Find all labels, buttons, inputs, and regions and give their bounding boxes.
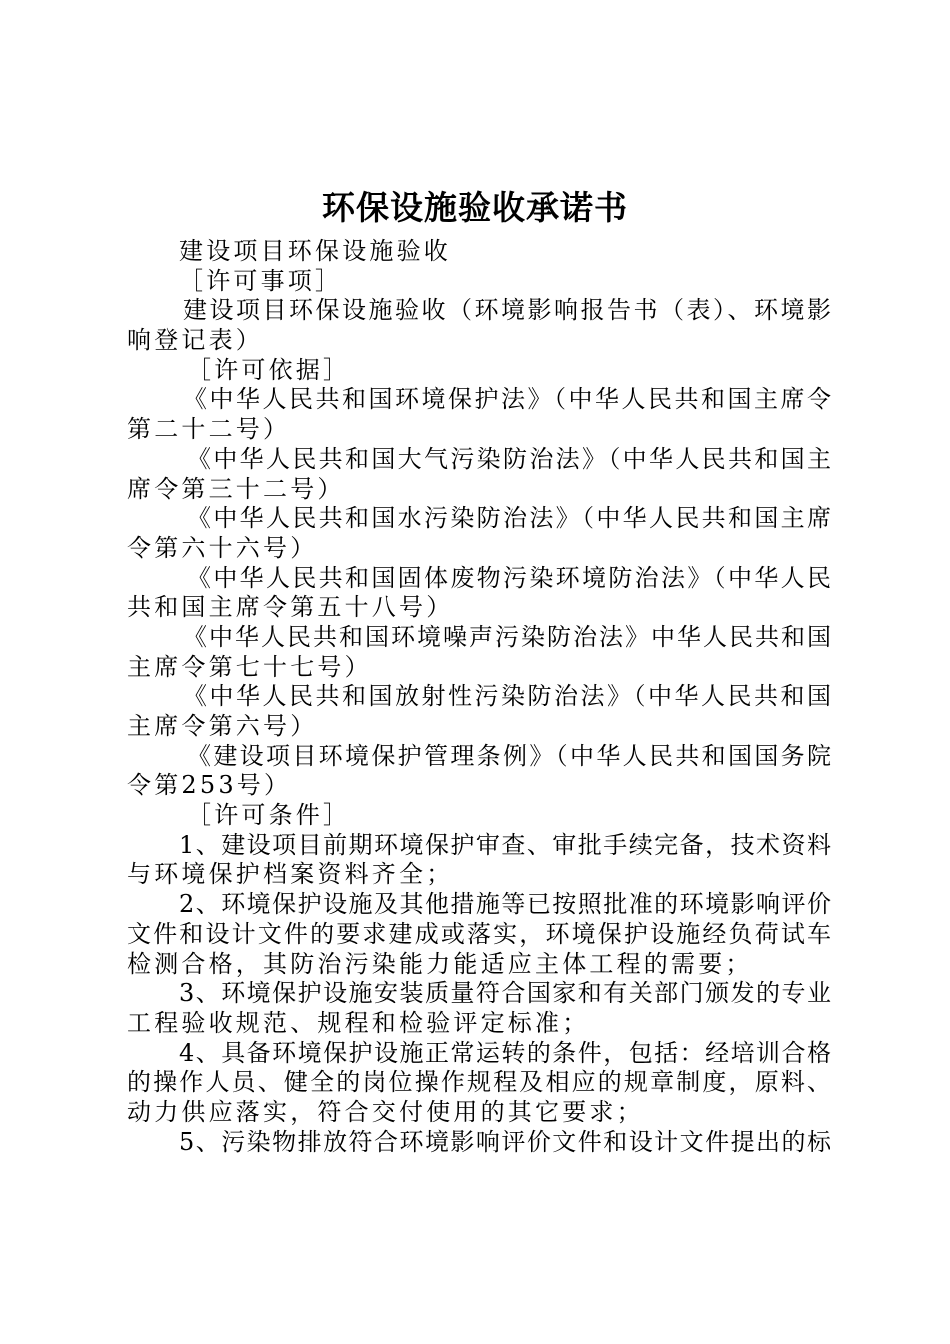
document-line: ［许可依据］ xyxy=(187,355,351,384)
document-line: 动力供应落实，符合交付使用的其它要求； xyxy=(127,1097,644,1126)
document-line: 《中华人民共和国大气污染防治法》（中华人民共和国主 xyxy=(187,444,831,473)
document-line: 4、具备环境保护设施正常运转的条件，包括：经培训合格 xyxy=(179,1038,831,1067)
document-line: 主席令第六号） xyxy=(127,712,318,740)
document-line: 1、建设项目前期环境保护审查、审批手续完备，技术资料 xyxy=(179,830,831,859)
document-body xyxy=(127,237,831,1157)
document-line: ［许可条件］ xyxy=(187,801,351,830)
document-line: 《中华人民共和国水污染防治法》（中华人民共和国主席 xyxy=(187,504,831,533)
document-line: 2、环境保护设施及其他措施等已按照批准的环境影响评价 xyxy=(179,890,831,919)
document-line: 文件和设计文件的要求建成或落实，环境保护设施经负荷试车 xyxy=(127,919,831,948)
document-line: 《中华人民共和国放射性污染防治法》（中华人民共和国 xyxy=(183,682,831,711)
document-title: 环保设施验收承诺书 xyxy=(322,188,628,227)
document-line: 5、污染物排放符合环境影响评价文件和设计文件提出的标 xyxy=(179,1127,831,1156)
document-line: 建设项目环保设施验收（环境影响报告书（表）、环境影 xyxy=(183,296,831,325)
document-line: 工程验收规范、规程和检验评定标准； xyxy=(127,1008,590,1037)
document-line: 令第253号） xyxy=(127,771,292,800)
document-line: 《中华人民共和国环境保护法》（中华人民共和国主席令 xyxy=(183,385,831,414)
document-line: 检测合格，其防治污染能力能适应主体工程的需要； xyxy=(127,949,753,978)
document-line: 席令第三十二号） xyxy=(127,474,345,503)
document-line: ［许可事项］ xyxy=(179,266,343,295)
document-line: 主席令第七十七号） xyxy=(127,652,372,681)
document-line: 第二十二号） xyxy=(127,415,291,444)
document-line: 与环境保护档案资料齐全； xyxy=(127,860,454,889)
document-line: 《建设项目环境保护管理条例》（中华人民共和国国务院 xyxy=(187,741,831,770)
document-line: 的操作人员、健全的岗位操作规程及相应的规章制度，原料、 xyxy=(127,1068,831,1097)
document-line: 响登记表） xyxy=(127,326,263,355)
document-line: 3、环境保护设施安装质量符合国家和有关部门颁发的专业 xyxy=(179,979,831,1008)
document-line: 《中华人民共和国环境噪声污染防治法》中华人民共和国 xyxy=(183,622,831,651)
document-line: 令第六十六号） xyxy=(127,533,318,562)
document-line: 《中华人民共和国固体废物污染环境防治法》（中华人民 xyxy=(187,563,831,592)
document-line: 共和国主席令第五十八号） xyxy=(127,593,454,622)
document-line: 建设项目环保设施验收 xyxy=(179,237,451,265)
